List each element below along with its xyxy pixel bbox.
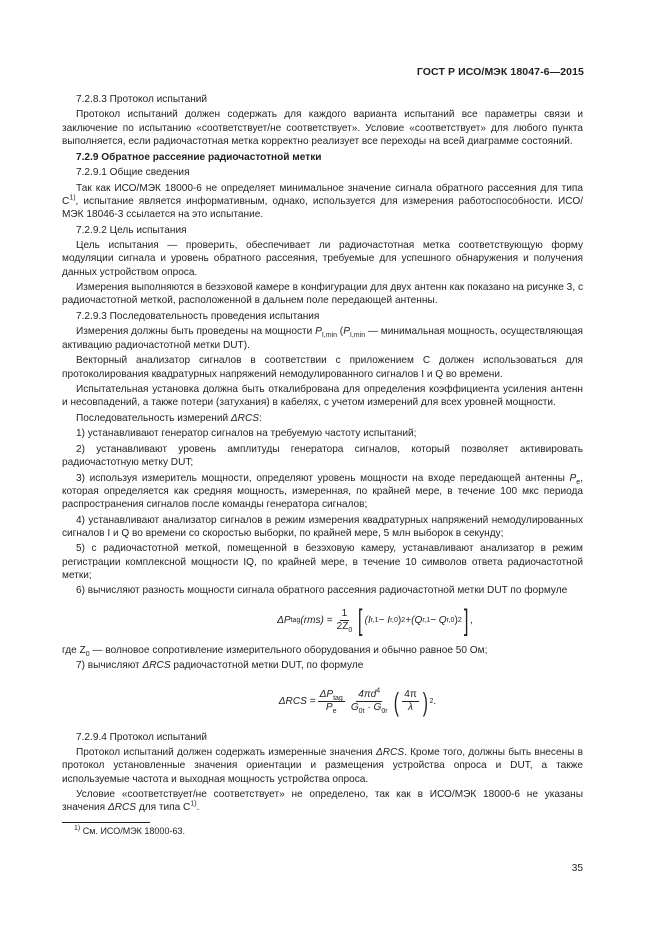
list-item: 2) устанавливают уровень амплитуды генератора сигналов, который позволяет активировать радиочастотную метку DUT; bbox=[62, 443, 583, 469]
footnote-text: См. ИСО/МЭК 18000-63. bbox=[82, 826, 185, 836]
formula-delta-rcs: ΔRCS = $\frac{\Delta P_{tag}}{P_e}$ $\frac{4\pi d^4}{G_{0t} \cdot G_{0r}}$ ( $\frac{4\pi}{\lambda}$ ) 2 . bbox=[278, 686, 437, 717]
paragraph: Так как ИСО/МЭК 18000-6 не определяет минимальное значение сигнала обратного рассеяния для типа $С^{1)}$, испытание является информативным, однако, используется для измерения работоспособности. ИСО/МЭК 18046-3 ссылается на это испытание. bbox=[62, 182, 583, 221]
section-heading-7283: 7.2.8.3 Протокол испытаний bbox=[76, 94, 208, 105]
footnote bbox=[74, 826, 185, 836]
section-heading-7292: 7.2.9.2 Цель испытания bbox=[76, 224, 187, 236]
paragraph: Последовательность измерений ΔRCS: bbox=[76, 412, 262, 424]
page-number: 35 bbox=[571, 863, 583, 874]
paragraph: где $Z_0$ — волновое сопротивление измерительного оборудования и обычно равное 50 Ом; bbox=[62, 644, 488, 658]
paragraph: Измерения должны быть проведены на мощности $P_{I,min}$ ($P_{I,min}$ — минимальная мощность, осуществляющая активацию радиочастотной метки DUT). bbox=[62, 326, 583, 351]
list-item: 6) вычисляют разность мощности сигнала обратного рассеяния радиочастотной метки DUT по формуле bbox=[76, 585, 568, 597]
formula-delta-p-tag: ΔP tag (rms) = $\frac{1}{2Z_0}$ [ (I r,1 − I r,0 ) 2 + (Q r,1 − Q r,0 ) 2 ] , bbox=[277, 603, 473, 637]
paragraph: Измерения выполняются в безэховой камере в конфигурации для двух антенн как показано на рисунке 3, с радиочастотной меткой, расположенной в дальнем поле передающей антенны. bbox=[62, 282, 583, 307]
list-item: 4) устанавливают анализатор сигналов в режим измерения квадратурных напряжений немодулированных сигналов I и Q во времени со скоростью выборки, по крайней мере, 5 млн выборок в секунду; bbox=[62, 514, 583, 539]
paragraph: Протокол испытаний должен содержать измеренные значения ΔRCS. Кроме того, должны быть внесены в протокол установленные значения ориентации и размещения устройства опроса и DUT, а также используемые частота и выходная мощность устройства опроса. bbox=[62, 747, 583, 785]
list-item: 3) используя измеритель мощности, определяют уровень мощности на входе передающей антенны $P_e$, которая определяется как средняя мощность, измеренная, по крайней мере, в течение 100 мкс периода распространения сигналов после команды генератора сигналов; bbox=[62, 472, 583, 511]
footnote-divider bbox=[62, 822, 150, 823]
footnote-ref: 1) bbox=[69, 194, 76, 202]
footnote-ref: 1) bbox=[190, 801, 197, 809]
section-heading-7294: 7.2.9.4 Протокол испытаний bbox=[76, 731, 208, 743]
document-header: ГОСТ Р ИСО/МЭК 18047-6—2015 bbox=[416, 66, 584, 78]
paragraph: Условие «соответствует/не соответствует» не определено, так как в ИСО/МЭК 18000-6 не указаны значения ΔRCS для типа $С^{1)}$. bbox=[62, 789, 583, 814]
paragraph: Протокол испытаний должен содержать для каждого варианта испытаний все параметры связи и заключение по испытанию «соответствует/не соответствует». Условие «соответствует» для любого пункта выполняется, если радиочастотная метка корректно реализует все переходы на всей диаграмме состояний. bbox=[62, 109, 583, 148]
list-item: 5) с радиочастотной меткой, помещенной в безэховую камеру, устанавливают анализатор в режим регистрации комплексной мощности IQ, по крайней мере, в течение 10 символов ответа радиочастотной метки; bbox=[62, 543, 583, 581]
list-item: 1) устанавливают генератор сигналов на требуемую частоту испытаний; bbox=[76, 428, 417, 440]
section-heading-729: 7.2.9 Обратное рассеяние радиочастотной метки bbox=[76, 151, 322, 163]
footnote-mark: 1) bbox=[74, 825, 81, 832]
page-body bbox=[62, 93, 583, 817]
paragraph: Цель испытания — проверить, обеспечивает ли радиочастотная метка соответствующую форму модуляции сигнала и уровень обратного рассеяния, требуемые для успешного обнаружения и получения данных устройством опроса. bbox=[62, 240, 583, 278]
section-heading-7291: 7.2.9.1 Общие сведения bbox=[76, 167, 190, 179]
list-item: 7) вычисляют ΔRCS радиочастотной метки DUT, по формуле bbox=[76, 660, 364, 672]
paragraph: Векторный анализатор сигналов в соответствии с приложением С должен использоваться для протоколирования квадратурных напряжений немодулированного сигналов I и Q во времени. bbox=[62, 355, 583, 380]
paragraph: Испытательная установка должна быть откалибрована для определения коэффициента усиления антенн и несовпадений, а также потери (затухания) в кабелях, с учетом измерений для всех уровней мощности. bbox=[62, 384, 583, 409]
section-heading-7293: 7.2.9.3 Последовательность проведения испытания bbox=[76, 310, 320, 322]
